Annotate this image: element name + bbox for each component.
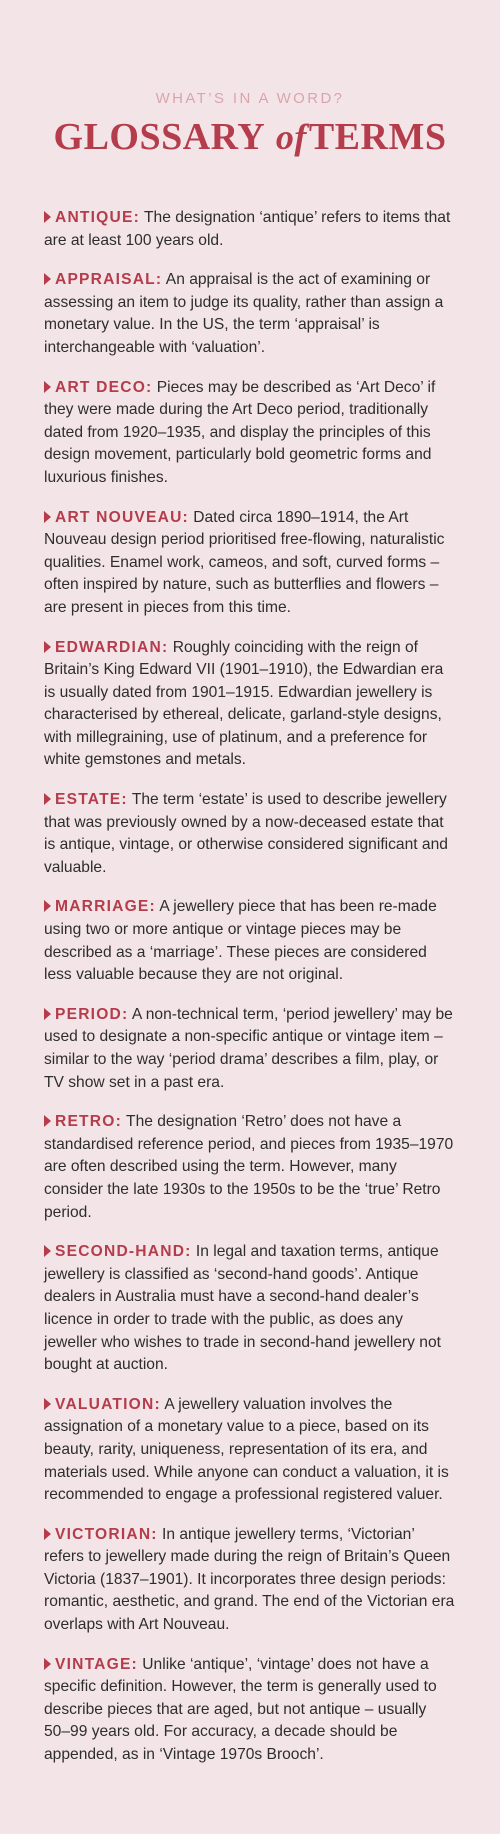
glossary-entry-art-deco (44, 377, 456, 490)
triangle-bullet-icon (44, 381, 51, 393)
glossary-term: MARRIAGE: (55, 898, 156, 916)
glossary-list (44, 207, 456, 1767)
title-part-terms: TERMS (308, 116, 447, 158)
triangle-bullet-icon (44, 1115, 51, 1127)
glossary-definition: An appraisal is the act of examining or assessing an item to judge its quality, rather than assign a monetary value. In the US, the term ‘appraisal’ is interchangeable with ‘valuation’. (44, 271, 444, 356)
glossary-definition: A jewellery piece that has been re-made using two or more antique or vintage pieces may be described as a ‘marriage’. These pieces are considered less valuable because they are not original. (44, 898, 437, 984)
glossary-entry-appraisal (44, 269, 456, 359)
triangle-bullet-icon (44, 793, 51, 805)
glossary-entry-antique (44, 207, 456, 252)
triangle-bullet-icon (44, 511, 51, 523)
glossary-term: ANTIQUE: (55, 209, 140, 226)
glossary-term: SECOND-HAND: (55, 1243, 192, 1261)
glossary-entry-art-nouveau (44, 507, 456, 620)
triangle-bullet-icon (44, 1398, 51, 1410)
glossary-term: VINTAGE: (55, 1655, 138, 1673)
glossary-entry-edwardian (44, 637, 456, 773)
glossary-definition: Pieces may be described as ‘Art Deco’ if they were made during the Art Deco period, traditionally dated from 1920–1935, and display the principles of this design movement, particularly bold geometric forms and luxurious finishes. (44, 378, 436, 486)
glossary-entry-period (44, 1004, 456, 1094)
glossary-term: VICTORIAN: (55, 1525, 158, 1543)
glossary-definition: In antique jewellery terms, ‘Victorian’ refers to jewellery made during the reign of Britain’s Queen Victoria (1837–1901). It incorporates three design periods: romantic, aesthetic, and grand. The end of the Victorian era overlaps with Art Nouveau. (44, 1525, 455, 1634)
glossary-term: EDWARDIAN: (55, 638, 169, 656)
triangle-bullet-icon (44, 1528, 51, 1540)
triangle-bullet-icon (44, 641, 51, 653)
page-title (44, 113, 456, 161)
triangle-bullet-icon (44, 1008, 51, 1020)
glossary-entry-vintage (44, 1654, 456, 1767)
glossary-term: ESTATE: (55, 791, 128, 809)
glossary-definition: In legal and taxation terms, antique jewellery is classified as ‘second-hand goods’. Antique dealers in Australia must have a second-hand dealer’s licence in order to trade with the public, as does any jeweller who wishes to trade in second-hand jewellery not bought at auction. (44, 1243, 441, 1374)
glossary-term: ART NOUVEAU: (55, 508, 189, 526)
title-part-of: of (275, 117, 307, 157)
glossary-term: APPRAISAL: (55, 271, 163, 289)
glossary-term: RETRO: (55, 1113, 122, 1131)
triangle-bullet-icon (44, 1658, 51, 1670)
section-kicker: WHAT’S IN A WORD? (155, 90, 345, 107)
glossary-entry-marriage (44, 896, 456, 986)
glossary-entry-estate (44, 789, 456, 879)
triangle-bullet-icon (44, 900, 51, 912)
glossary-term: PERIOD: (55, 1005, 129, 1023)
triangle-bullet-icon (44, 211, 51, 223)
glossary-term: VALUATION: (55, 1395, 161, 1413)
glossary-definition: A jewellery valuation involves the assignation of a monetary value to a piece, based on its beauty, rarity, uniqueness, representation of its era, and materials used. While anyone can conduct a valuation, it is recommended to engage a professional registered valuer. (44, 1395, 449, 1504)
title-part-glossary: GLOSSARY (53, 116, 264, 158)
glossary-definition: Roughly coinciding with the reign of Britain’s King Edward VII (1901–1910), the Edwardian era is usually dated from 1901–1915. Edwardian jewellery is characterised by ethereal, delicate, garland-style designs, with millegraining, use of platinum, and a preference for white gemstones and metals. (44, 638, 444, 769)
glossary-definition: The designation ‘Retro’ does not have a standardised reference period, and pieces from 1935–1970 are often described using the term. However, many consider the late 1930s to the 1950s to be the ‘true’ Retro period. (44, 1113, 454, 1221)
glossary-entry-victorian (44, 1524, 456, 1637)
triangle-bullet-icon (44, 273, 51, 285)
glossary-term: ART DECO: (55, 378, 153, 396)
glossary-entry-second-hand (44, 1241, 456, 1377)
glossary-definition: The term ‘estate’ is used to describe jewellery that was previously owned by a now-deceased estate that is antique, vintage, or otherwise considered significant and valuable. (44, 791, 448, 876)
glossary-definition: Unlike ‘antique’, ‘vintage’ does not have a specific definition. However, the term is generally used to describe pieces that are aged, but not antique – usually 50–99 years old. For accuracy, a decade should be appended, as in ‘Vintage 1970s Brooch’. (44, 1655, 437, 1764)
glossary-definition: The designation ‘antique’ refers to items that are at least 100 years old. (44, 209, 451, 249)
glossary-definition: Dated circa 1890–1914, the Art Nouveau design period prioritised free-flowing, naturalistic qualities. Enamel work, cameos, and soft, curved forms – often inspired by nature, such as butterflies and flowers – are present in pieces from this time. (44, 508, 445, 616)
triangle-bullet-icon (44, 1245, 51, 1257)
glossary-definition: A non-technical term, ‘period jewellery’ may be used to designate a non-specific antique or vintage item – similar to the way ‘period drama’ describes a film, play, or TV show set in a past era. (44, 1005, 453, 1091)
glossary-entry-retro (44, 1111, 456, 1224)
glossary-entry-valuation (44, 1394, 456, 1507)
